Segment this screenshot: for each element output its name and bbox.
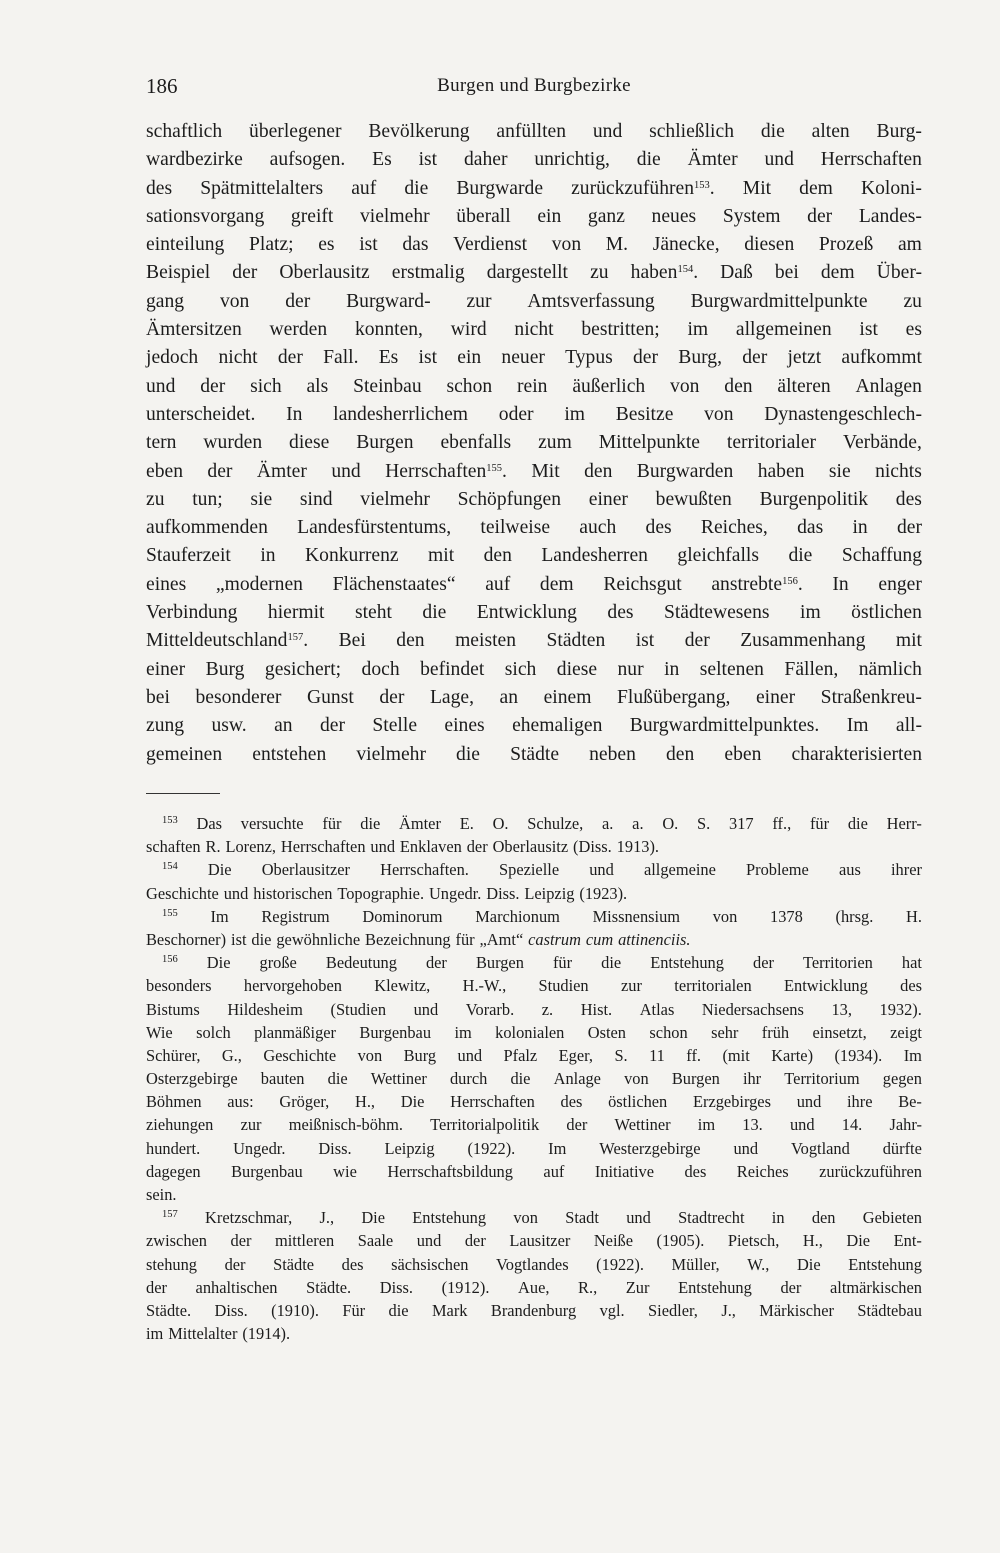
footnote-line: $^{157}$ Kretzschmar, J., Die Entstehung von Stadt und Stadtrecht in den Gebieten: [162, 1208, 922, 1228]
footnote-line: der anhaltischen Städte. Diss. (1912). Aue, R., Zur Entstehung der altmärkischen: [146, 1277, 922, 1297]
footnotes: [146, 812, 922, 1345]
footnote-marker: 157: [162, 1209, 178, 1221]
footnote-line: Städte. Diss. (1910). Für die Mark Brandenburg vgl. Siedler, J., Märkischer Städtebau: [146, 1300, 922, 1320]
footnote-marker: 155: [486, 462, 503, 474]
footnote-line: Beschorner) ist die gewöhnliche Bezeichnung für „Amt“ castrum cum attinenciis.: [146, 929, 691, 949]
footnote-marker: 155: [162, 907, 178, 919]
text-line: unterscheidet. In landesherrlichem oder im Besitze von Dynastengeschlech-: [146, 403, 922, 425]
footnote-line: zwischen der mittleren Saale und der Lausitzer Neiße (1905). Pietsch, H., Die Ent-: [146, 1231, 922, 1251]
text-line: zu tun; sie sind vielmehr Schöpfungen einer bewußten Burgenpolitik des: [146, 488, 922, 510]
running-header: [146, 66, 922, 106]
text-line: zung usw. an der Stelle eines ehemaligen Burgwardmittelpunktes. Im all-: [146, 715, 922, 737]
footnote-marker: 156: [162, 954, 178, 966]
footnote-line: besonders hervorgehoben Klewitz, H.-W., Studien zur territorialen Entwicklung des: [146, 976, 922, 996]
footnote-line: hundert. Ungedr. Diss. Leipzig (1922). Im Westerzgebirge und Vogtland dürfte: [146, 1138, 922, 1158]
footnote-marker: 156: [782, 575, 798, 587]
footnote-line: $^{155}$ Im Registrum Dominorum Marchionum Missnensium von 1378 (hrsg. H.: [162, 906, 922, 926]
footnote-line: Böhmen aus: Gröger, H., Die Herrschaften des östlichen Erzgebirges und ihre Be-: [146, 1092, 922, 1112]
footnote-marker: 153: [694, 179, 710, 191]
footnote-marker: 157: [287, 632, 304, 644]
footnote-line: $^{156}$ Die große Bedeutung der Burgen für die Entstehung der Territorien hat: [162, 953, 922, 973]
text-line: jedoch nicht der Fall. Es ist ein neuer Typus der Burg, der jetzt aufkommt: [146, 347, 922, 369]
text-line: Stauferzeit in Konkurrenz mit den Landesherren gleichfalls die Schaffung: [146, 545, 922, 567]
footnote-line: Bistums Hildesheim (Studien und Vorarb. z. Hist. Atlas Niedersachsens 13, 1932).: [146, 999, 922, 1019]
running-title: Burgen und Burgbezirke: [437, 75, 631, 96]
footnote-line: im Mittelalter (1914).: [146, 1324, 291, 1344]
main-text: [146, 118, 922, 769]
text-line: einer Burg gesichert; doch befindet sich diese nur in seltenen Fällen, nämlich: [146, 658, 922, 680]
footnote-line: Osterzgebirge bauten die Wettiner durch die Anlage von Burgen ihr Territorium gegen: [146, 1069, 922, 1089]
page-number: 186: [146, 74, 178, 98]
footnote-line: ziehungen zur meißnisch-böhm. Territorialpolitik der Wettiner im 13. und 14. Jahr-: [146, 1115, 922, 1135]
text-line: schaftlich überlegener Bevölkerung anfüllten und schließlich die alten Burg-: [146, 121, 922, 142]
footnote-line: stehung der Städte des sächsischen Vogtlandes (1922). Müller, W., Die Entstehung: [146, 1254, 922, 1274]
text-line: eines „modernen Flächenstaates“ auf dem Reichsgut anstrebte$^{156}$. In enger: [146, 573, 922, 595]
text-line: und der sich als Steinbau schon rein äußerlich von den älteren Anlagen: [146, 375, 922, 397]
text-line: tern wurden diese Burgen ebenfalls zum Mittelpunkte territorialer Verbände,: [146, 432, 922, 454]
footnote-line: schaften R. Lorenz, Herrschaften und Enklaven der Oberlausitz (Diss. 1913).: [146, 837, 660, 857]
text-line: des Spätmittelalters auf die Burgwarde zurückzuführen$^{153}$. Mit dem Koloni-: [146, 177, 922, 199]
footnote-line: $^{154}$ Die Oberlausitzer Herrschaften. Spezielle und allgemeine Probleme aus ihrer: [162, 860, 922, 880]
text-line: gang von der Burgward- zur Amtsverfassung Burgwardmittelpunkte zu: [146, 290, 922, 312]
footnote-line: sein.: [146, 1185, 177, 1204]
text-line: Beispiel der Oberlausitz erstmalig dargestellt zu haben$^{154}$. Daß bei dem Über-: [146, 262, 922, 284]
footnote-line: Wie solch planmäßiger Burgenbau im kolonialen Osten schon sehr früh einsetzt, zeigt: [146, 1022, 922, 1042]
footnote-divider: [146, 793, 220, 794]
text-line: gemeinen entstehen vielmehr die Städte neben den eben charakterisierten: [146, 743, 922, 765]
footnote-line: dagegen Burgenbau wie Herrschaftsbildung auf Initiative des Reiches zurückzuführen: [146, 1161, 922, 1181]
text-line: Verbindung hiermit steht die Entwicklung des Städtewesens im östlichen: [146, 602, 922, 624]
footnote-marker: 154: [162, 861, 178, 873]
text-line: Ämtersitzen werden konnten, wird nicht bestritten; im allgemeinen ist es: [146, 319, 922, 341]
footnote-marker: 153: [162, 815, 178, 826]
footnote-line: Schürer, G., Geschichte von Burg und Pfalz Eger, S. 11 ff. (mit Karte) (1934). Im: [146, 1045, 922, 1065]
text-line: aufkommenden Landesfürstentums, teilweise auch des Reiches, das in der: [146, 517, 922, 539]
text-line: eben der Ämter und Herrschaften$^{155}$. Mit den Burgwarden haben sie nichts: [146, 460, 922, 482]
footnote-line: Geschichte und historischen Topographie. Ungedr. Diss. Leipzig (1923).: [146, 883, 628, 903]
text-line: sationsvorgang greift vielmehr überall ein ganz neues System der Landes-: [146, 205, 922, 227]
footnote-line: $^{153}$ Das versuchte für die Ämter E. O. Schulze, a. a. O. S. 317 ff., für die Herr-: [162, 814, 922, 833]
text-line: Mitteldeutschland$^{157}$. Bei den meisten Städten ist der Zusammenhang mit: [146, 630, 922, 652]
text-line: einteilung Platz; es ist das Verdienst von M. Jänecke, diesen Prozeß am: [146, 234, 922, 256]
text-line: bei besonderer Gunst der Lage, an einem Flußübergang, einer Straßenkreu-: [146, 686, 922, 708]
footnote-marker: 154: [677, 264, 694, 276]
text-line: wardbezirke aufsogen. Es ist daher unrichtig, die Ämter und Herrschaften: [146, 149, 922, 171]
